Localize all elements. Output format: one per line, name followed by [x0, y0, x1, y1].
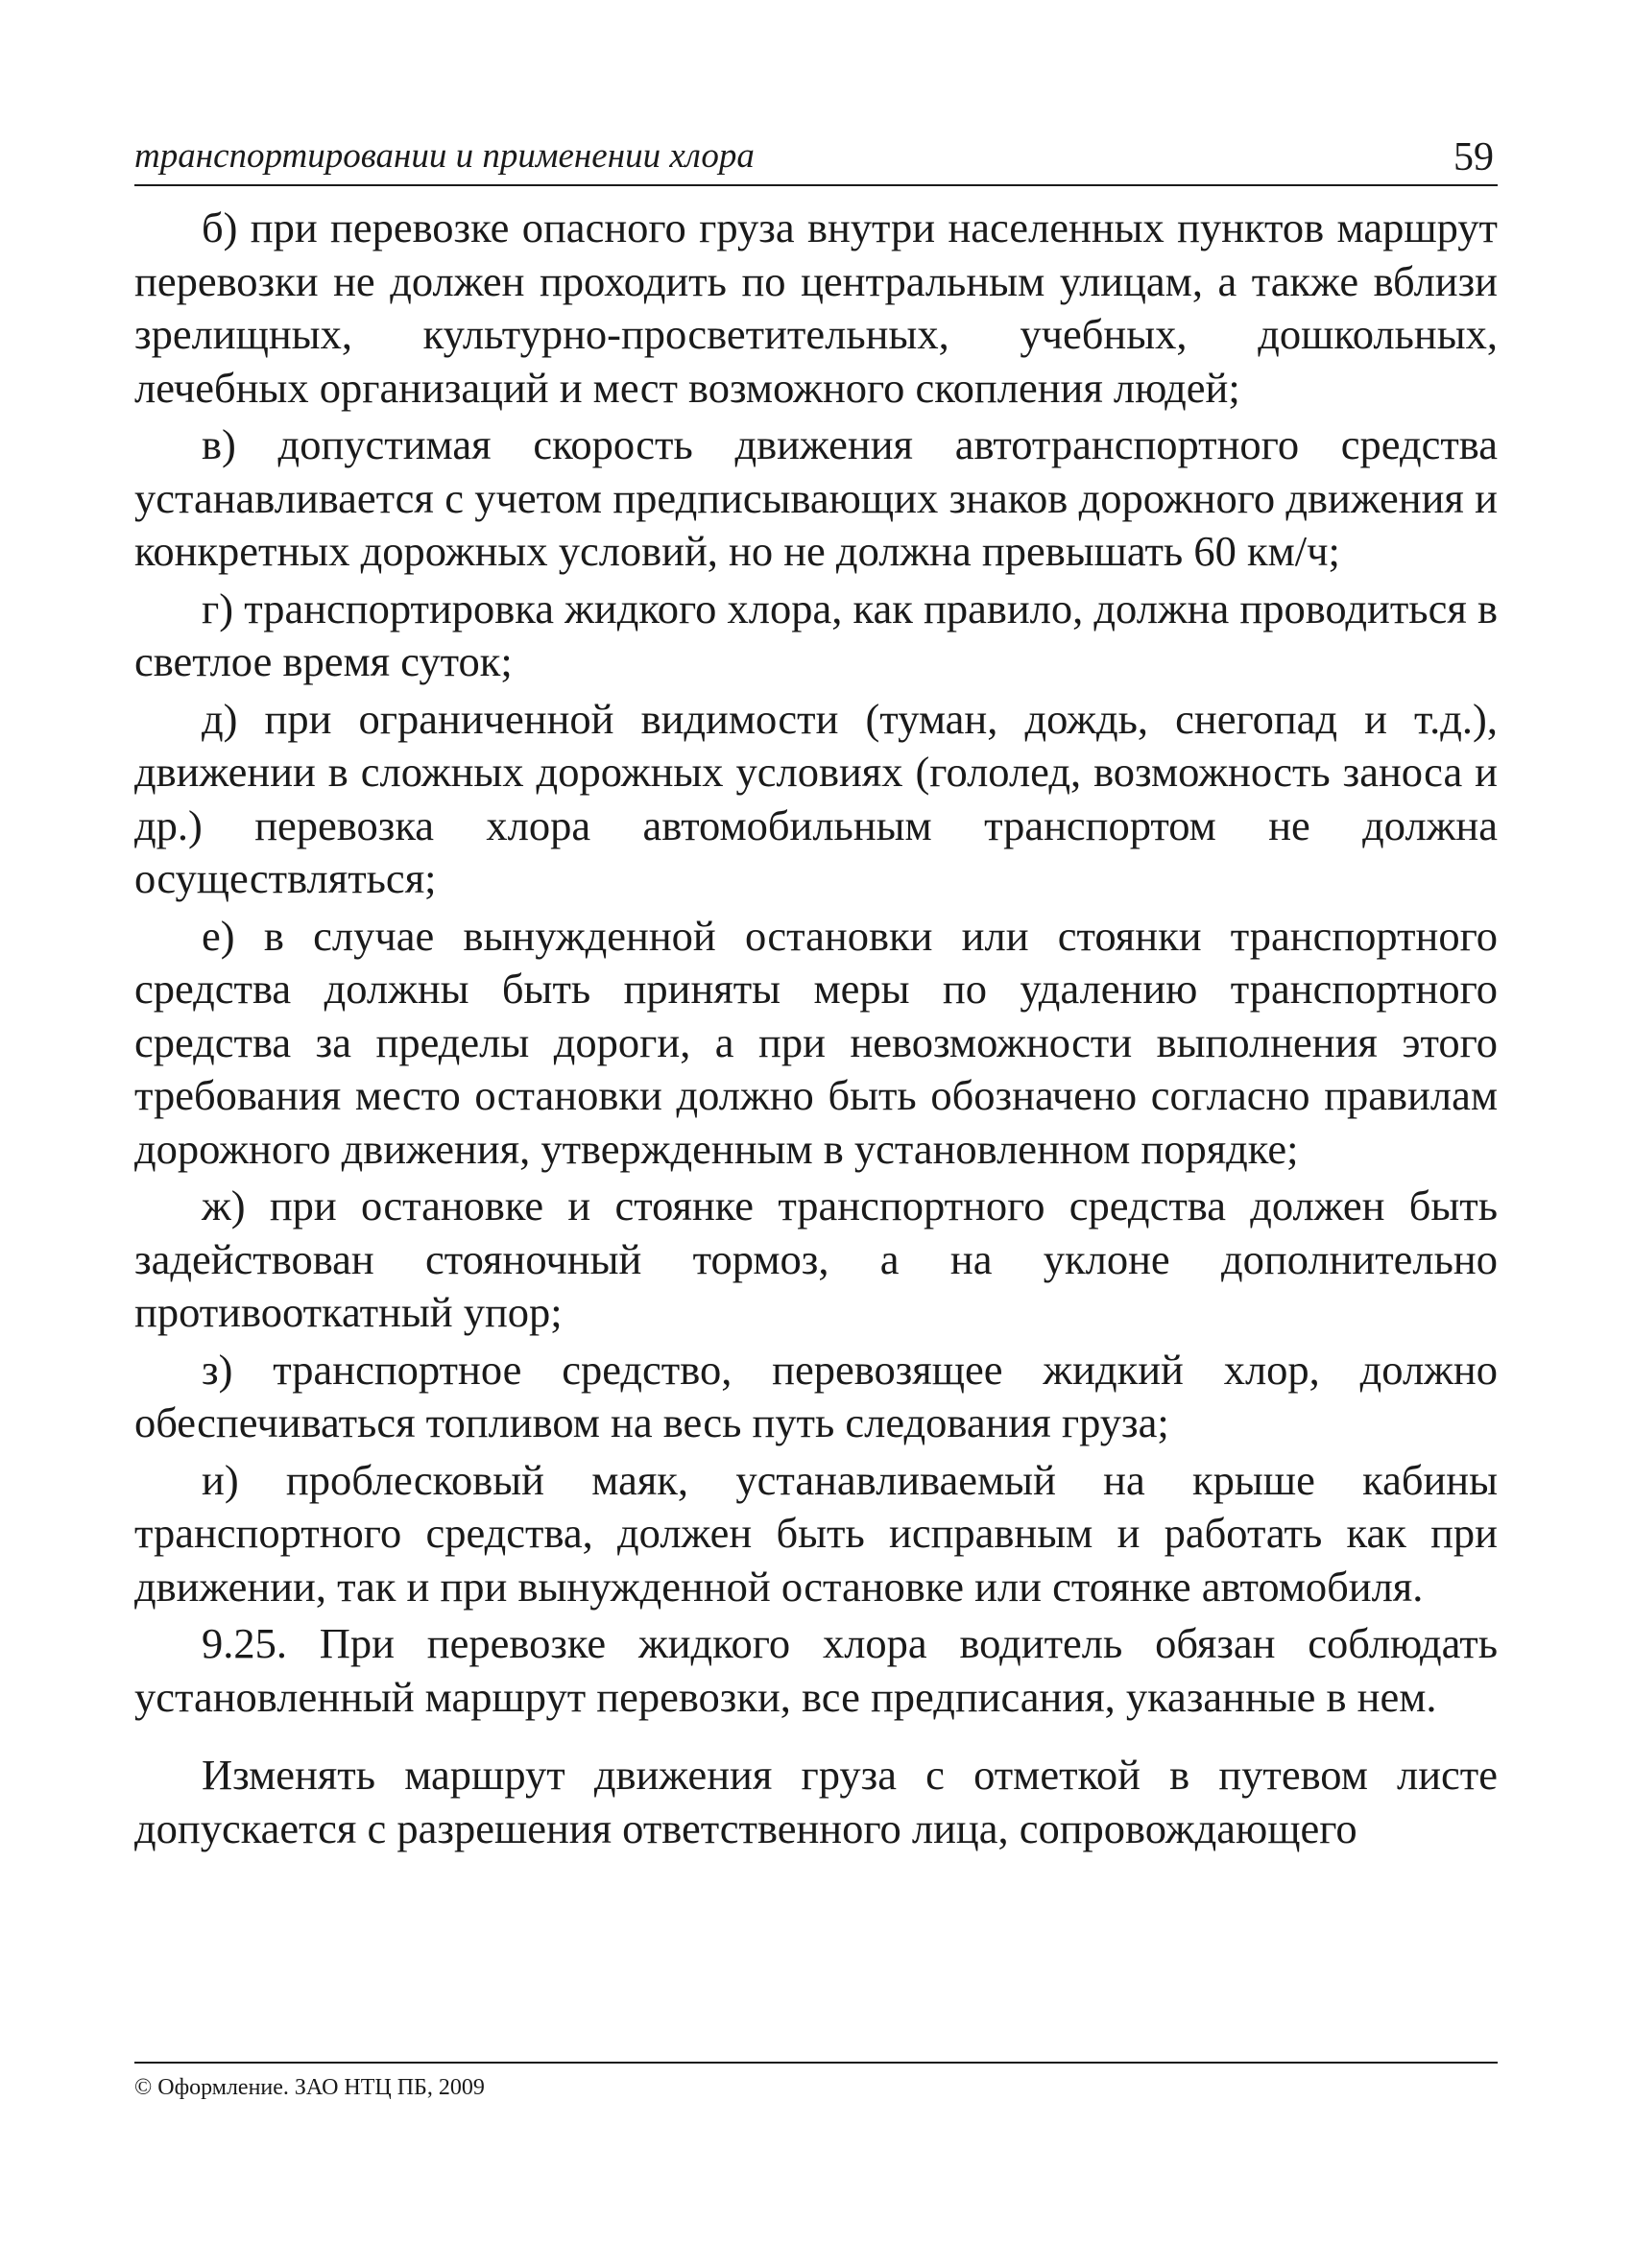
paragraph-v: в) допустимая скорость движения автотранспортного средства устанавливается с учетом предписывающих знаков дорожного движения и конкретных дорожных условий, но не должна превышать 60 км/ч;: [134, 420, 1498, 575]
paragraph-i: и) проблесковый маяк, устанавливаемый на крыше кабины транспортного средства, должен быть исправным и работать как при движении, так и при вынужденной остановке или стоянке автомобиля.: [134, 1455, 1498, 1611]
paragraph-z: з) транспортное средство, перевозящее жидкий хлор, должно обеспечиваться топливом на весь путь следования груза;: [134, 1345, 1498, 1446]
paragraph-zh: ж) при остановке и стоянке транспортного средства должен быть задействован стояночный тормоз, а на уклоне дополнительно противооткатный упор;: [134, 1182, 1498, 1336]
page-header: [134, 123, 1498, 186]
copyright-note: © Оформление. ЗАО НТЦ ПБ, 2009: [134, 2075, 485, 2100]
paragraph-d: д) при ограниченной видимости (туман, дождь, снегопад и т.д.), движении в сложных дорожных условиях (гололед, возможность заноса и др.) перевозка хлора автомобильным транспортом не должна осуществляться;: [134, 694, 1498, 902]
paragraph-e: е) в случае вынужденной остановки или стоянки транспортного средства должны быть приняты меры по удалению транспортного средства за пределы дороги, а при невозможности выполнения этого требования место остановки должно быть обозначено согласно правилам дорожного движения, утвержденным в установленном порядке;: [134, 911, 1498, 1173]
page-footer: [134, 2062, 1498, 2101]
body-text: [134, 202, 1498, 1859]
paragraph-9-25: 9.25. При перевозке жидкого хлора водитель обязан соблюдать установленный маршрут перевозки, все предписания, указанные в нем.: [134, 1619, 1498, 1721]
paragraph-g: г) транспортировка жидкого хлора, как правило, должна проводиться в светлое время суток;: [134, 584, 1498, 685]
paragraph-route-change: Изменять маршрут движения груза с отметкой в путевом листе допускается с разрешения ответственного лица, сопровождающего: [134, 1751, 1498, 1852]
paragraph-b: б) при перевозке опасного груза внутри населенных пунктов маршрут перевозки не должен проходить по центральным улицам, а также вблизи зрелищных, культурно-просветительных, учебных, дошкольных, лечебных организаций и мест возможного скопления людей;: [134, 203, 1498, 412]
running-title: транспортировании и применении хлора: [134, 136, 755, 176]
page-number: 59: [1453, 135, 1494, 179]
